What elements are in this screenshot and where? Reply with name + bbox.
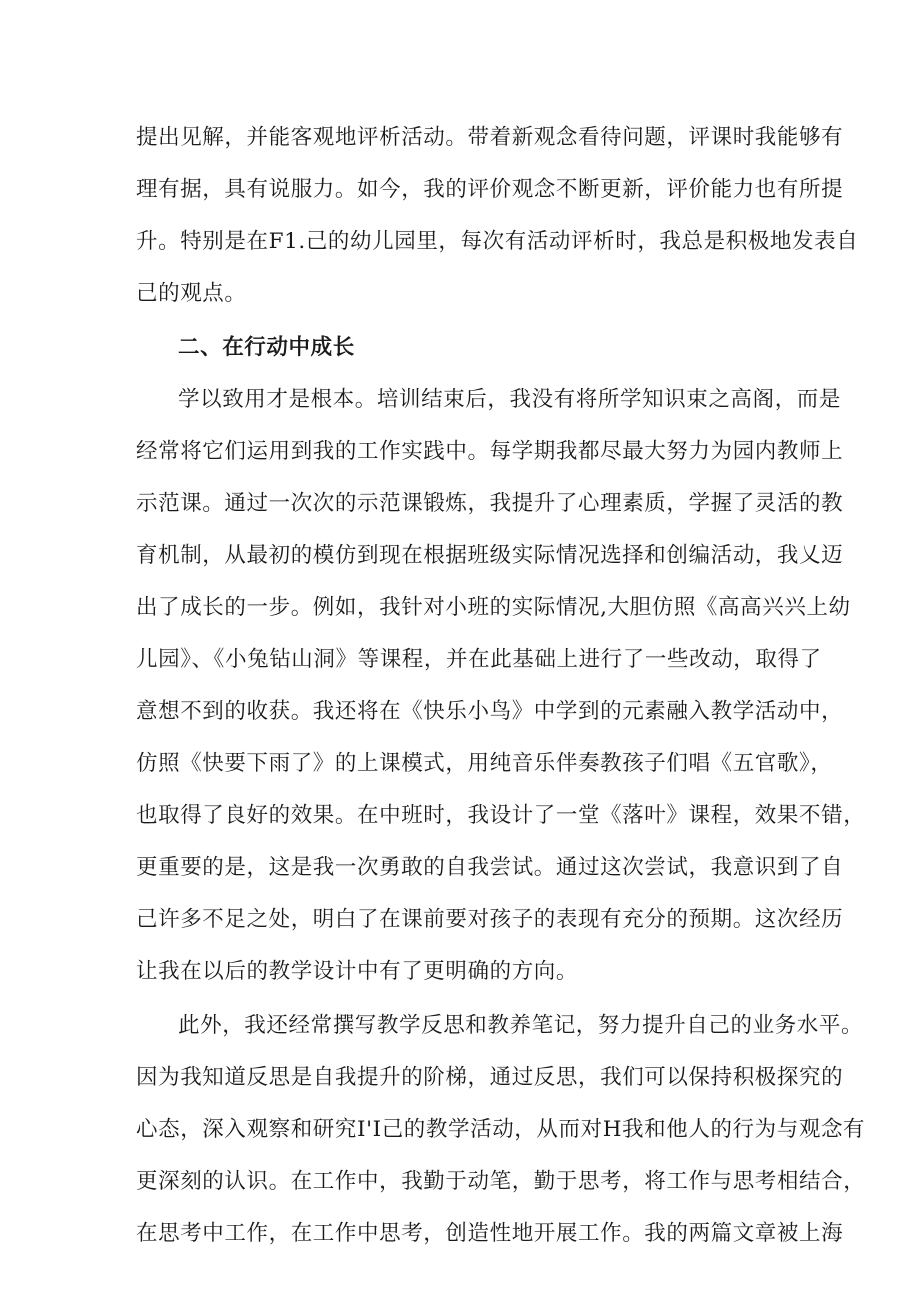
- paragraph-line: 升。特别是在F1.己的幼儿园里，每次有活动评析时，我总是积极地发表自: [136, 229, 859, 254]
- paragraph-line: 仿照《快要下雨了》的上课模式，用纯音乐伴奏教孩子们唱《五官歌》，: [136, 751, 833, 776]
- paragraph-line: 理有据，具有说服力。如今，我的评价观念不断更新，评价能力也有所提: [136, 177, 844, 202]
- paragraph-line: 在思考中工作，在工作中思考，创造性地开展工作。我的两篇文章被上海: [136, 1221, 844, 1246]
- paragraph-line: 示范课。通过一次次的示范课锻炼，我提升了心理素质，学握了灵活的教: [136, 491, 844, 516]
- paragraph-line: 学以致用才是根本。培训结束后，我没有将所学知识束之高阁，而是: [178, 387, 842, 412]
- paragraph-line: 因为我知道反思是自我提升的阶梯，通过反思，我们可以保持积极探究的: [136, 1065, 844, 1090]
- paragraph-line: 更重要的是，这是我一次勇敢的自我尝试。通过这次尝试，我意识到了自: [136, 855, 844, 880]
- paragraph-line: 提出见解，并能客观地评析活动。带着新观念看待问题，评课时我能够有: [136, 125, 844, 150]
- paragraph-line: 出了成长的一步。例如，我针对小班的实际情况,大胆仿照《高高兴兴上幼: [136, 595, 851, 620]
- paragraph-line: 心态，深入观察和研究I'I己的教学活动，从而对H我和他人的行为与观念有: [136, 1117, 866, 1142]
- paragraph-line: 育机制，从最初的模仿到现在根据班级实际情况选择和创编活动，我乂迈: [136, 543, 844, 568]
- paragraph-line: 意想不到的收获。我还将在《快乐小鸟》中学到的元素融入教学活动中，: [136, 699, 844, 724]
- paragraph-line: 也取得了良好的效果。在中班时，我设计了一堂《落叶》课程，效果不错，: [136, 803, 866, 828]
- paragraph-line: 此外，我还经常撰写教学反思和教养笔记，努力提升自己的业务水平。: [178, 1013, 864, 1038]
- paragraph-line: 儿园》、《小兔钻山洞》等课程，并在此基础上进行了一些改动，取得了: [136, 647, 822, 672]
- paragraph-line: 己的观点。: [136, 281, 247, 306]
- section-heading: 二、在行动中成长: [178, 335, 355, 360]
- paragraph-line: 己许多不足之处，明白了在课前要对孩子的表现有充分的预期。这次经历: [136, 907, 844, 932]
- paragraph-line: 更深刻的认识。在工作中，我勤于动笔，勤于思考，将工作与思考相结合，: [136, 1169, 866, 1194]
- paragraph-line: 经常将它们运用到我的工作实践中。每学期我都尽最大努力为园内教师上: [136, 439, 844, 464]
- paragraph-line: 让我在以后的教学设计中有了更明确的方向。: [136, 959, 579, 984]
